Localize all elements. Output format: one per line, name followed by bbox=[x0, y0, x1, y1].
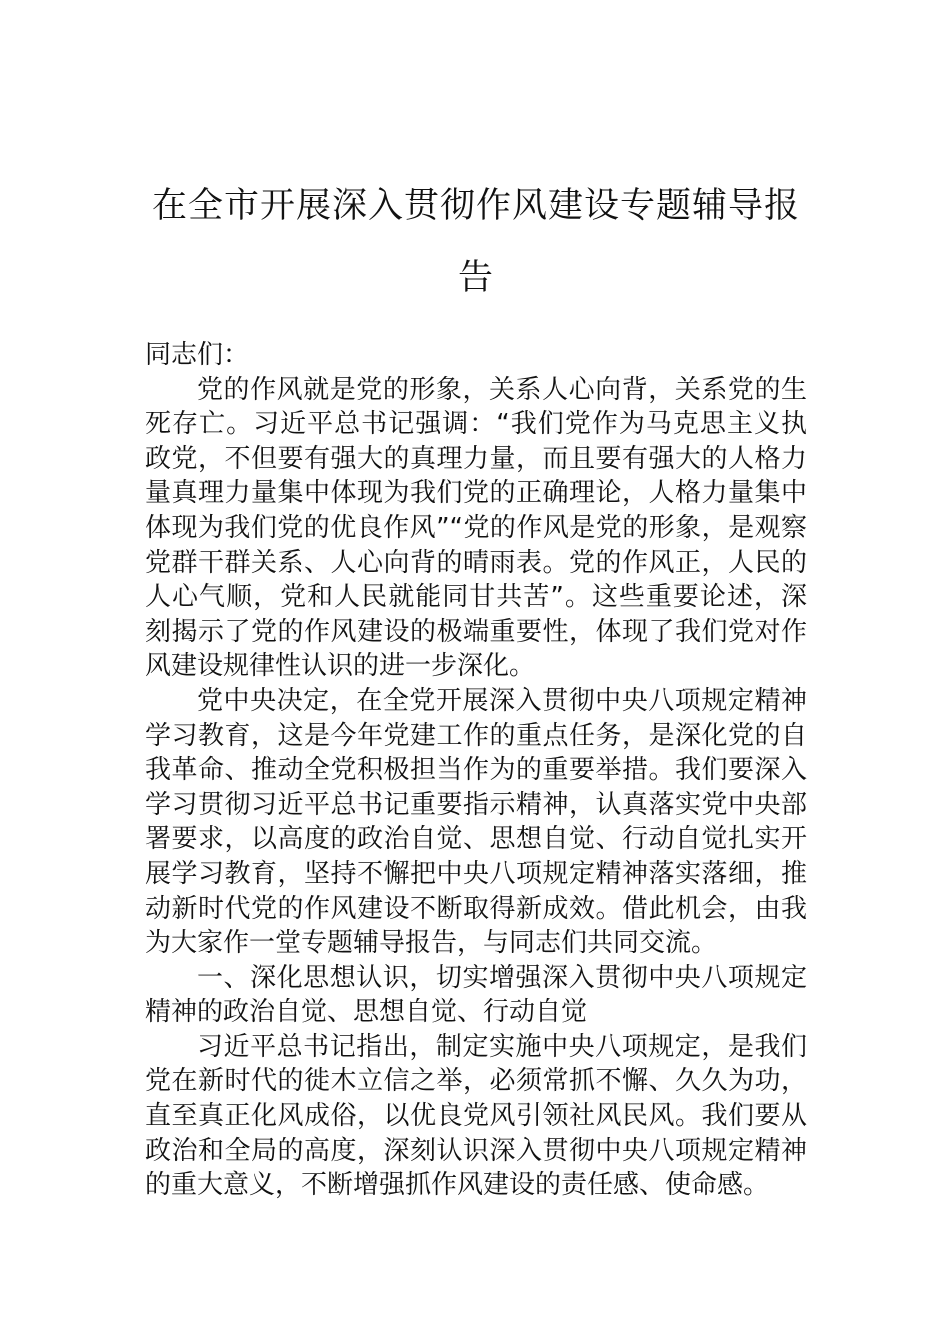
document-title: 在全市开展深入贯彻作风建设专题辅导报告 bbox=[151, 186, 800, 298]
document-body bbox=[145, 338, 807, 1203]
paragraph-decision: 党中央决定，在全党开展深入贯彻中央八项规定精神学习教育，这是今年党建工作的重点任务，是深化党的自我革命、推动全党积极担当作为的重要举措。我们要深入学习贯彻习近平总书记重要指示精神，认真落实党中央部署要求，以高度的政治自觉、思想自觉、行动自觉扎实开展学习教育，坚持不懈把中央八项规定精神落实落细，推动新时代党的作风建设不断取得新成效。借此机会，由我为大家作一堂专题辅导报告，与同志们共同交流。 bbox=[145, 685, 807, 959]
salutation: 同志们： bbox=[145, 340, 250, 370]
section-paragraph: 习近平总书记指出，制定实施中央八项规定，是我们党在新时代的徙木立信之举，必须常抓不懈、久久为功，直至真正化风成俗，以优良党风引领社风民风。我们要从政治和全局的高度，深刻认识深入贯彻中央八项规定精神的重大意义，不断增强抓作风建设的责任感、使命感。 bbox=[145, 1031, 807, 1201]
section-heading: 一、深化思想认识，切实增强深入贯彻中央八项规定精神的政治自觉、思想自觉、行动自觉 bbox=[145, 962, 807, 1028]
paragraph-intro: 党的作风就是党的形象，关系人心向背，关系党的生死存亡。习近平总书记强调：“我们党作为马克思主义执政党，不但要有强大的真理力量，而且要有强大的人格力量真理力量集中体现为我们党的正确理论，人格力量集中体现为我们党的优良作风”“党的作风是党的形象，是观察党群干群关系、人心向背的晴雨表。党的作风正，人民的人心气顺，党和人民就能同甘共苦”。这些重要论述，深刻揭示了党的作风建设的极端重要性，体现了我们党对作风建设规律性认识的进一步深化。 bbox=[145, 374, 807, 682]
